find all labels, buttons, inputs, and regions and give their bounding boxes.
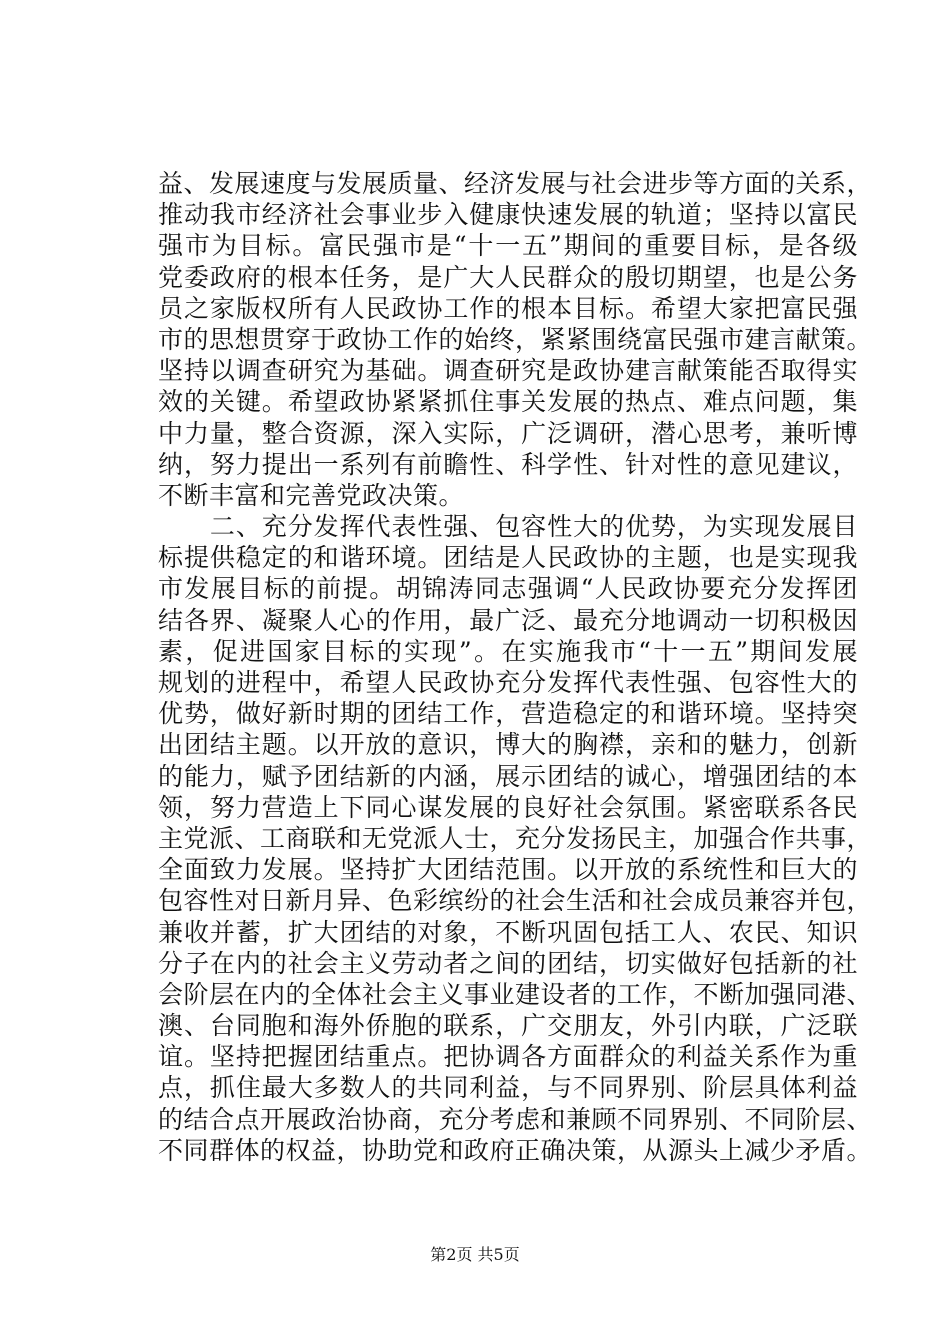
text-line: 员之家版权所有人民政协工作的根本目标。希望大家把富民强: [158, 293, 858, 323]
text-line: 益、发展速度与发展质量、经济发展与社会进步等方面的关系，: [158, 169, 873, 198]
text-line: 素，促进国家目标的实现”。在实施我市“十一五”期间发展: [158, 636, 858, 666]
text-line: 包容性对日新月异、色彩缤纷的社会生活和社会成员兼容并包，: [158, 886, 873, 916]
text-line: 的能力，赋予团结新的内涵，展示团结的诚心，增强团结的本: [158, 761, 858, 791]
text-line: 标提供稳定的和谐环境。团结是人民政协的主题，也是实现我: [158, 543, 858, 573]
text-line: 市发展目标的前提。胡锦涛同志强调“人民政协要充分发挥团: [158, 574, 858, 604]
page-footer: 第2页 共5页: [430, 1245, 520, 1264]
text-line: 推动我市经济社会事业步入健康快速发展的轨道；坚持以富民: [158, 200, 858, 230]
text-line: 出团结主题。以开放的意识，博大的胸襟，亲和的魅力，创新: [158, 730, 858, 760]
text-line: 党委政府的根本任务，是广大人民群众的殷切期望，也是公务: [158, 262, 858, 292]
text-line: 澳、台同胞和海外侨胞的联系，广交朋友，外引内联，广泛联: [158, 1011, 858, 1041]
text-line: 点，抓住最大多数人的共同利益，与不同界别、阶层具体利益: [158, 1073, 858, 1103]
text-line: 纳，努力提出一系列有前瞻性、科学性、针对性的意见建议，: [158, 449, 858, 479]
text-line: 强市为目标。富民强市是“十一五”期间的重要目标，是各级: [158, 231, 858, 261]
paragraph-start-line: 二、充分发挥代表性强、包容性大的优势，为实现发展目: [158, 512, 858, 542]
text-line: 全面致力发展。坚持扩大团结范围。以开放的系统性和巨大的: [158, 855, 858, 885]
text-line: 兼收并蓄，扩大团结的对象，不断巩固包括工人、农民、知识: [158, 917, 858, 947]
text-line: 不同群体的权益，协助党和政府正确决策，从源头上减少矛盾。: [158, 1135, 873, 1165]
text-line: 分子在内的社会主义劳动者之间的团结，切实做好包括新的社: [158, 948, 858, 978]
text-line: 效的关键。希望政协紧紧抓住事关发展的热点、难点问题，集: [158, 387, 858, 417]
text-line: 规划的进程中，希望人民政协充分发挥代表性强、包容性大的: [158, 668, 858, 697]
text-line: 的结合点开展政治协商，充分考虑和兼顾不同界别、不同阶层、: [158, 1104, 873, 1134]
text-line: 谊。坚持把握团结重点。把协调各方面群众的利益关系作为重: [158, 1042, 858, 1072]
text-line: 市的思想贯穿于政协工作的始终，紧紧围绕富民强市建言献策。: [158, 324, 873, 354]
text-line: 结各界、凝聚人心的作用，最广泛、最充分地调动一切积极因: [158, 605, 858, 635]
text-line: 坚持以调查研究为基础。调查研究是政协建言献策能否取得实: [158, 356, 858, 386]
body-text: [158, 168, 873, 1166]
text-line: 主党派、工商联和无党派人士，充分发扬民主，加强合作共事，: [158, 823, 873, 853]
paragraph-end-line: 不断丰富和完善党政决策。: [158, 480, 465, 510]
text-line: 优势，做好新时期的团结工作，营造稳定的和谐环境。坚持突: [158, 699, 858, 729]
text-line: 领，努力营造上下同心谋发展的良好社会氛围。紧密联系各民: [158, 792, 858, 822]
text-line: 会阶层在内的全体社会主义事业建设者的工作，不断加强同港、: [158, 979, 873, 1009]
text-line: 中力量，整合资源，深入实际，广泛调研，潜心思考，兼听博: [158, 418, 858, 448]
